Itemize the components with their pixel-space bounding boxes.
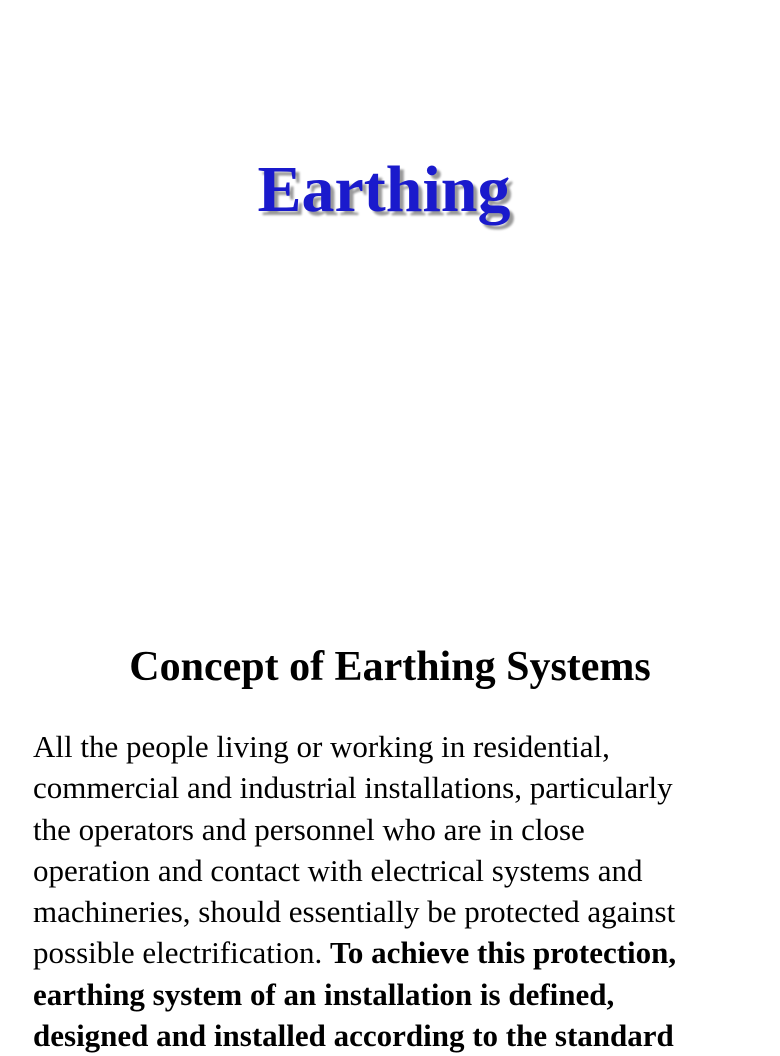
slide-title: Earthing — [257, 153, 511, 226]
paragraph-emphasis: designed and installed according to the standard — [33, 1018, 674, 1054]
paragraph-text: possible electrification. — [33, 935, 330, 971]
paragraph-line: the operators and personnel who are in close — [33, 811, 585, 847]
paragraph-line-mixed — [33, 932, 768, 973]
paragraph-emphasis: To achieve this protection, — [329, 935, 677, 971]
paragraph-line-bold — [33, 974, 768, 1015]
section-heading: Concept of Earthing Systems — [129, 644, 651, 690]
paragraph-emphasis: earthing system of an installation is defined, — [33, 976, 615, 1012]
paragraph-line-bold — [33, 1015, 768, 1056]
paragraph-line: operation and contact with electrical systems and — [33, 852, 643, 888]
paragraph-line: All the people living or working in residential, — [33, 729, 610, 764]
paragraph-line: machineries, should essentially be protected against — [33, 894, 676, 930]
body-paragraph — [33, 726, 768, 1056]
paragraph-line: commercial and industrial installations, particularly — [33, 770, 673, 806]
